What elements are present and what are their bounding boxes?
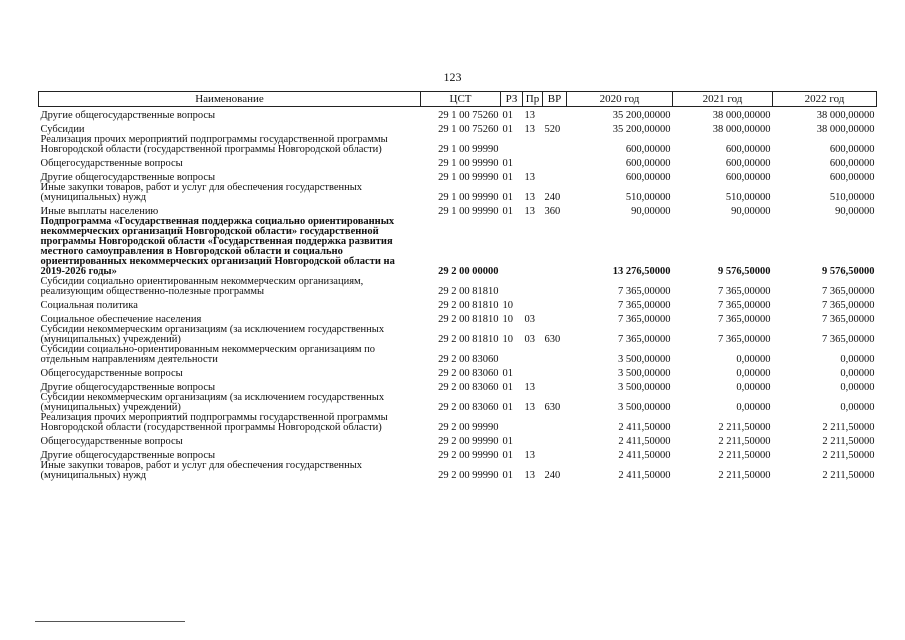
cell-rz — [501, 277, 523, 297]
cell-2021: 0,00000 — [736, 354, 771, 365]
table-row — [39, 461, 877, 481]
cell-2022: 0,00000 — [840, 402, 875, 413]
cell-name: Субсидии социально-ориентированным некоммерческим организациям по отдельным направлениям деятельности — [40, 344, 376, 365]
cell-rz — [501, 217, 523, 277]
cell-2021: 9 576,50000 — [718, 266, 771, 277]
cell-rz: 01 — [502, 158, 513, 169]
cell-2022: 600,00000 — [829, 144, 875, 155]
table-row — [39, 183, 877, 203]
cell-pr: 13 — [524, 450, 535, 461]
cell-vr — [543, 413, 567, 433]
cell-name: Иные закупки товаров, работ и услуг для обеспечения государственных (муниципальных) нужд — [40, 460, 363, 481]
cell-2020: 510,00000 — [625, 192, 671, 203]
header-2020: 2020 год — [567, 92, 673, 107]
header-vr: ВР — [543, 92, 567, 107]
cell-2021: 2 211,50000 — [718, 436, 771, 447]
table-row — [39, 107, 877, 122]
cell-pr: 13 — [524, 402, 535, 413]
cell-vr: 520 — [544, 124, 561, 135]
cell-rz: 01 — [502, 124, 513, 135]
cell-2022: 7 365,00000 — [822, 314, 875, 325]
cell-2020: 35 200,00000 — [612, 110, 671, 121]
cell-pr: 13 — [524, 124, 535, 135]
cell-2020: 2 411,50000 — [618, 450, 671, 461]
cell-pr: 03 — [524, 314, 535, 325]
cell-rz — [501, 135, 523, 155]
cell-2021: 600,00000 — [725, 158, 771, 169]
cell-cst: 29 2 00 81810 — [438, 314, 499, 325]
cell-2020: 3 500,00000 — [618, 354, 671, 365]
cell-rz: 01 — [502, 172, 513, 183]
cell-2021: 0,00000 — [736, 368, 771, 379]
cell-2022: 2 211,50000 — [822, 470, 875, 481]
table-row — [39, 277, 877, 297]
cell-cst: 29 1 00 99990 — [438, 158, 499, 169]
cell-name: Реализация прочих мероприятий подпрограммы государственной программы Новгородской области (государственной программы Новгородской области) — [40, 412, 388, 433]
cell-name: Подпрограмма «Государственная поддержка социально ориентированных некоммерческих организаций Новгородской области» государственной программы Новгородской области «Государственная поддержка развития местного самоуправления в Новгородской области и социально ориентированных некоммерческих организаций Новгородской области на 2019-2026 годы» — [40, 216, 395, 277]
table-row — [39, 121, 877, 135]
cell-2020: 7 365,00000 — [618, 314, 671, 325]
cell-2020: 600,00000 — [625, 144, 671, 155]
cell-vr — [543, 297, 567, 311]
header-pr: Пр — [523, 92, 543, 107]
cell-2020: 2 411,50000 — [618, 422, 671, 433]
cell-cst: 29 2 00 99990 — [438, 436, 499, 447]
cell-pr: 13 — [524, 192, 535, 203]
table-row — [39, 365, 877, 379]
cell-rz: 10 — [502, 314, 513, 325]
cell-2021: 510,00000 — [725, 192, 771, 203]
budget-table — [38, 91, 877, 481]
cell-rz — [501, 345, 523, 365]
cell-vr — [543, 311, 567, 325]
table-row — [39, 345, 877, 365]
cell-pr: 13 — [524, 206, 535, 217]
cell-2022: 0,00000 — [840, 382, 875, 393]
cell-name: Иные закупки товаров, работ и услуг для обеспечения государственных (муниципальных) нужд — [40, 182, 363, 203]
cell-2021: 2 211,50000 — [718, 470, 771, 481]
cell-cst: 29 1 00 99990 — [438, 206, 499, 217]
table-header-row — [39, 92, 877, 107]
cell-2022: 9 576,50000 — [822, 266, 875, 277]
cell-2021: 2 211,50000 — [718, 422, 771, 433]
cell-pr — [523, 365, 543, 379]
cell-name: Иные выплаты населению — [40, 206, 159, 217]
cell-pr: 13 — [524, 382, 535, 393]
cell-2020: 600,00000 — [625, 172, 671, 183]
cell-name: Другие общегосударственные вопросы — [40, 110, 216, 121]
cell-2020: 7 365,00000 — [618, 286, 671, 297]
cell-2020: 2 411,50000 — [618, 470, 671, 481]
cell-2020: 3 500,00000 — [618, 402, 671, 413]
cell-cst: 29 2 00 83060 — [438, 368, 499, 379]
page-number: 123 — [443, 70, 462, 84]
cell-2021: 600,00000 — [725, 144, 771, 155]
table-row — [39, 311, 877, 325]
cell-name: Субсидии некоммерческим организациям (за исключением государственных (муниципальных) учреждений) — [40, 392, 385, 413]
cell-rz: 01 — [502, 110, 513, 121]
cell-2022: 38 000,00000 — [816, 110, 875, 121]
cell-vr — [543, 379, 567, 393]
cell-2021: 7 365,00000 — [718, 314, 771, 325]
cell-2020: 3 500,00000 — [618, 382, 671, 393]
cell-2021: 0,00000 — [736, 382, 771, 393]
cell-name: Другие общегосударственные вопросы — [40, 450, 216, 461]
cell-cst: 29 2 00 99990 — [438, 450, 499, 461]
table-row — [39, 413, 877, 433]
table-row — [39, 169, 877, 183]
header-rz: РЗ — [501, 92, 523, 107]
cell-2021: 90,00000 — [731, 206, 771, 217]
cell-2022: 0,00000 — [840, 368, 875, 379]
cell-pr — [523, 277, 543, 297]
cell-2020: 600,00000 — [625, 158, 671, 169]
cell-2022: 2 211,50000 — [822, 450, 875, 461]
cell-rz: 01 — [502, 470, 513, 481]
cell-vr — [543, 155, 567, 169]
cell-rz: 01 — [502, 368, 513, 379]
cell-2020: 13 276,50000 — [612, 266, 671, 277]
cell-name: Субсидии — [40, 124, 85, 135]
cell-cst: 29 1 00 99990 — [438, 144, 499, 155]
cell-name: Субсидии некоммерческим организациям (за исключением государственных (муниципальных) учреждений) — [40, 324, 385, 345]
cell-cst: 29 1 00 75260 — [438, 124, 499, 135]
cell-pr — [523, 135, 543, 155]
cell-name: Субсидии социально ориентированным некоммерческим организациям, реализующим общественно-полезные программы — [40, 276, 364, 297]
cell-name: Реализация прочих мероприятий подпрограммы государственной программы Новгородской области (государственной программы Новгородской области) — [40, 134, 388, 155]
cell-2022: 38 000,00000 — [816, 124, 875, 135]
cell-vr: 240 — [544, 192, 561, 203]
header-name: Наименование — [39, 92, 421, 107]
cell-pr: 13 — [524, 470, 535, 481]
cell-2022: 510,00000 — [829, 192, 875, 203]
cell-cst: 29 2 00 00000 — [438, 266, 499, 277]
cell-name: Общегосударственные вопросы — [40, 158, 183, 169]
cell-vr: 360 — [544, 206, 561, 217]
footer-divider — [35, 621, 185, 622]
cell-2021: 600,00000 — [725, 172, 771, 183]
cell-cst: 29 1 00 99990 — [438, 172, 499, 183]
cell-2022: 90,00000 — [835, 206, 875, 217]
cell-rz: 10 — [502, 300, 513, 311]
table-row — [39, 325, 877, 345]
table-row — [39, 297, 877, 311]
cell-2020: 7 365,00000 — [618, 334, 671, 345]
cell-2020: 90,00000 — [631, 206, 671, 217]
cell-2021: 2 211,50000 — [718, 450, 771, 461]
cell-name: Социальная политика — [40, 300, 138, 311]
cell-rz: 01 — [502, 450, 513, 461]
cell-2022: 600,00000 — [829, 172, 875, 183]
cell-2021: 38 000,00000 — [712, 124, 771, 135]
cell-name: Социальное обеспечение населения — [40, 314, 202, 325]
cell-name: Общегосударственные вопросы — [40, 436, 183, 447]
cell-2021: 0,00000 — [736, 402, 771, 413]
cell-2021: 38 000,00000 — [712, 110, 771, 121]
table-row — [39, 393, 877, 413]
cell-cst: 29 2 00 83060 — [438, 382, 499, 393]
cell-pr — [523, 155, 543, 169]
cell-vr — [543, 277, 567, 297]
cell-vr — [543, 107, 567, 122]
cell-rz: 01 — [502, 192, 513, 203]
cell-2020: 2 411,50000 — [618, 436, 671, 447]
cell-cst: 29 2 00 83060 — [438, 354, 499, 365]
cell-pr: 13 — [524, 110, 535, 121]
cell-pr — [523, 217, 543, 277]
header-cst: ЦСТ — [421, 92, 501, 107]
cell-pr — [523, 345, 543, 365]
cell-2022: 7 365,00000 — [822, 286, 875, 297]
cell-2022: 0,00000 — [840, 354, 875, 365]
cell-cst: 29 2 00 83060 — [438, 402, 499, 413]
cell-cst: 29 2 00 81810 — [438, 286, 499, 297]
cell-pr: 13 — [524, 172, 535, 183]
cell-vr: 240 — [544, 470, 561, 481]
cell-2020: 3 500,00000 — [618, 368, 671, 379]
cell-2021: 7 365,00000 — [718, 334, 771, 345]
cell-cst: 29 2 00 81810 — [438, 300, 499, 311]
cell-cst: 29 1 00 99990 — [438, 192, 499, 203]
cell-vr — [543, 433, 567, 447]
cell-vr — [543, 135, 567, 155]
cell-rz: 01 — [502, 206, 513, 217]
cell-cst: 29 2 00 99990 — [438, 422, 499, 433]
cell-cst: 29 1 00 75260 — [438, 110, 499, 121]
cell-vr: 630 — [544, 334, 561, 345]
cell-2022: 7 365,00000 — [822, 334, 875, 345]
cell-pr — [523, 413, 543, 433]
cell-vr — [543, 217, 567, 277]
cell-name: Общегосударственные вопросы — [40, 368, 183, 379]
cell-name: Другие общегосударственные вопросы — [40, 382, 216, 393]
cell-pr: 03 — [524, 334, 535, 345]
table-row — [39, 203, 877, 217]
cell-name: Другие общегосударственные вопросы — [40, 172, 216, 183]
cell-rz — [501, 413, 523, 433]
table-body — [39, 107, 877, 482]
table-row — [39, 379, 877, 393]
cell-vr — [543, 447, 567, 461]
cell-cst: 29 2 00 99990 — [438, 470, 499, 481]
cell-pr — [523, 433, 543, 447]
cell-vr: 630 — [544, 402, 561, 413]
cell-2022: 2 211,50000 — [822, 436, 875, 447]
table-row — [39, 447, 877, 461]
cell-rz: 01 — [502, 402, 513, 413]
cell-rz: 01 — [502, 436, 513, 447]
cell-2022: 600,00000 — [829, 158, 875, 169]
cell-cst: 29 2 00 81810 — [438, 334, 499, 345]
cell-vr — [543, 345, 567, 365]
header-2022: 2022 год — [773, 92, 877, 107]
cell-2021: 7 365,00000 — [718, 300, 771, 311]
cell-2021: 7 365,00000 — [718, 286, 771, 297]
cell-pr — [523, 297, 543, 311]
table-row — [39, 433, 877, 447]
cell-2020: 35 200,00000 — [612, 124, 671, 135]
cell-rz: 01 — [502, 382, 513, 393]
cell-vr — [543, 365, 567, 379]
header-2021: 2021 год — [673, 92, 773, 107]
cell-rz: 10 — [502, 334, 513, 345]
table-row — [39, 217, 877, 277]
table-row — [39, 135, 877, 155]
cell-vr — [543, 169, 567, 183]
table-row — [39, 155, 877, 169]
cell-2022: 2 211,50000 — [822, 422, 875, 433]
cell-2020: 7 365,00000 — [618, 300, 671, 311]
cell-2022: 7 365,00000 — [822, 300, 875, 311]
